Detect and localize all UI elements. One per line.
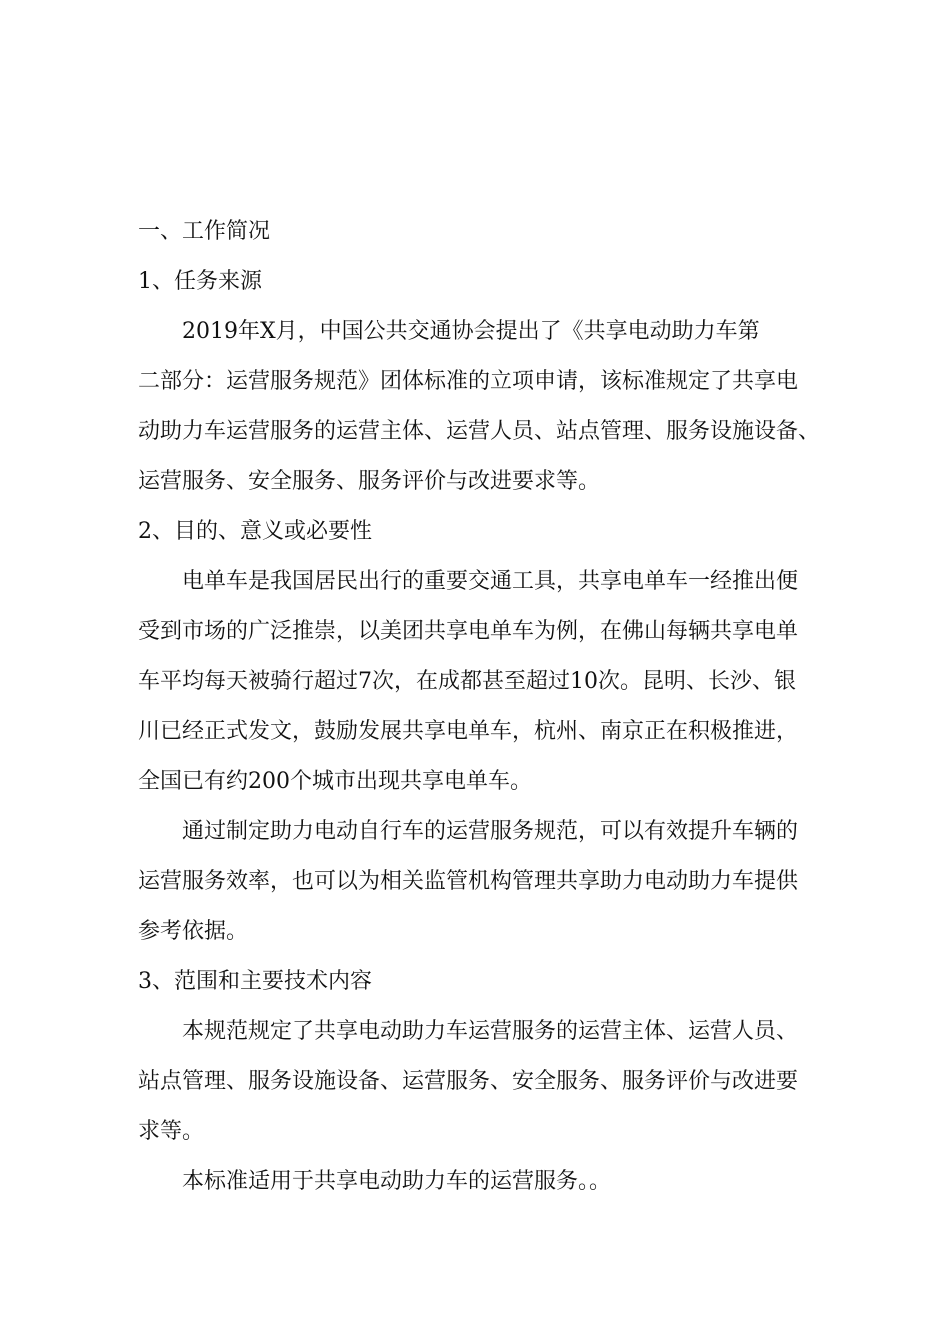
paragraph-line: 运营服务、安全服务、服务评价与改进要求等。 [138,469,601,494]
paragraph-line: 受到市场的广泛推崇，以美团共享电单车为例，在佛山每辆共享电单 [138,619,799,644]
section-title: 一、工作简况 [138,219,271,244]
paragraph-line: 二部分：运营服务规范》团体标准的立项申请，该标准规定了共享电 [138,369,799,394]
paragraph-line: 通过制定助力电动自行车的运营服务规范，可以有效提升车辆的 [182,819,799,844]
subsection-heading-scope: 3、范围和主要技术内容 [138,969,372,994]
paragraph-line: 运营服务效率，也可以为相关监管机构管理共享助力电动助力车提供 [138,869,799,894]
paragraph-line: 求等。 [138,1119,205,1144]
paragraph-line: 2019年X月，中国公共交通协会提出了《共享电动助力车第 [182,319,760,344]
paragraph-line: 本规范规定了共享电动助力车运营服务的运营主体、运营人员、 [182,1019,799,1044]
paragraph-line: 站点管理、服务设施设备、运营服务、安全服务、服务评价与改进要 [138,1069,799,1094]
paragraph-line: 本标准适用于共享电动助力车的运营服务。。 [182,1169,612,1194]
paragraph-line: 川已经正式发文，鼓励发展共享电单车，杭州、南京正在积极推进， [138,719,799,744]
paragraph-line: 动助力车运营服务的运营主体、运营人员、站点管理、服务设施设备、 [138,419,821,444]
document-body [138,207,838,1207]
subsection-heading-task-source: 1、任务来源 [138,269,262,294]
paragraph-line: 参考依据。 [138,919,249,944]
paragraph-line: 全国已有约200个城市出现共享电单车。 [138,769,532,794]
paragraph-line: 电单车是我国居民出行的重要交通工具，共享电单车一经推出便 [182,569,799,594]
paragraph-line: 车平均每天被骑行超过7次，在成都甚至超过10次。昆明、长沙、银 [138,669,796,694]
subsection-heading-purpose: 2、目的、意义或必要性 [138,519,372,544]
